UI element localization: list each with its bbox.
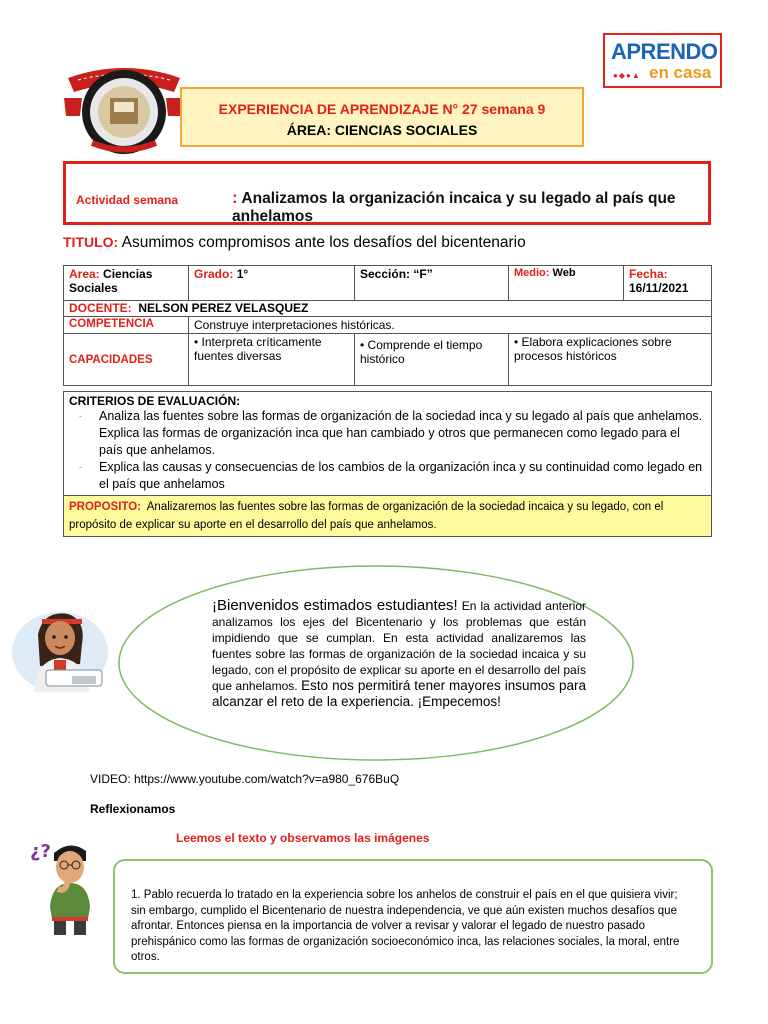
criterio-item: - Analiza las fuentes sobre las formas de organización de la sociedad inca y su legado al país que anhelamos. Explica las formas de organización inca que han cambiado y otros que permanecen como legado para el país que anhelamos. [69, 408, 706, 459]
criterio-item: - Explica las causas y consecuencias de los cambios de la organización inca y su continuidad como legado en el país que anhelamos [69, 459, 706, 493]
table-row [64, 496, 712, 537]
table-row [64, 301, 712, 317]
docente-cell: DOCENTE: NELSON PEREZ VELASQUEZ [64, 301, 712, 317]
capacidad-item: • Interpreta críticamente fuentes diversas [189, 334, 355, 386]
activity-box [63, 161, 711, 225]
criterios-cell [64, 392, 712, 496]
aprendo-en-casa-logo [603, 33, 722, 88]
welcome-body-end: Esto nos permitirá tener mayores insumos para alcanzar el reto de la experiencia. ¡Empecemos! [212, 678, 586, 709]
activity-text: : Analizamos la organización incaica y su legado al país que anhelamos [232, 188, 676, 225]
titulo-text: Asumimos compromisos ante los desafíos del bicentenario [121, 234, 526, 251]
grado-cell: Grado: 1° [189, 266, 355, 301]
table-row [64, 317, 712, 334]
titulo-label: TITULO: [63, 234, 119, 250]
titulo-line [63, 234, 526, 252]
reading-box [113, 859, 713, 974]
welcome-text [212, 598, 586, 710]
reading-text: 1. Pablo recuerda lo tratado en la experiencia sobre los anhelos de construir el país en el que quisiera vivir; sin embargo, cumplido el Bicentenario de nuestra independencia, ve que aún existen muchos desafíos que afrontar. Entonces piensa en la importancia de volver a revisar y valorar el legado de nuestro pasado prehispánico como las formas de organización socioeconómico inca, las relaciones sociales, la moral, entre otros. [131, 889, 680, 963]
reflexionamos-heading: Reflexionamos [90, 802, 176, 816]
medio-cell: Medio: Web [509, 266, 624, 301]
table-row [64, 392, 712, 496]
svg-text:¿?: ¿? [30, 841, 51, 862]
capacidad-item: • Elabora explicaciones sobre procesos históricos [509, 334, 712, 386]
proposito-cell: PROPOSITO: Analizaremos las fuentes sobre las formas de organización de la sociedad incaica y su legado, con el propósito de explicar su aporte en el desarrollo del país que anhelamos. [64, 496, 712, 537]
experience-title: EXPERIENCIA DE APRENDIZAJE N° 27 semana 9 [218, 101, 546, 117]
aprendo-logo-text: APRENDO [611, 39, 718, 64]
criterios-table [63, 391, 712, 537]
table-row [64, 266, 712, 301]
area-cell: Area: Ciencias Sociales [64, 266, 189, 301]
experience-title-box [180, 87, 584, 147]
competencia-label: COMPETENCIA [64, 317, 189, 334]
welcome-greeting: ¡Bienvenidos estimados estudiantes! [212, 597, 458, 614]
thinking-boy-illustration [28, 837, 102, 937]
welcome-body: En la actividad anterior analizamos los ejes del Bicentenario y los problemas que están impidiendo que se cumplan. En esta actividad analizaremos las fuentes sobre las formas de organización de la sociedad incaica y su legado, con el propósito de explicar su aporte en el desarrollo del país que anhelamos. [212, 599, 586, 693]
capacidad-item: • Comprende el tiempo histórico [355, 334, 509, 386]
info-table [63, 265, 712, 386]
fecha-cell: Fecha: 16/11/2021 [624, 266, 712, 301]
video-link[interactable]: VIDEO: https://www.youtube.com/watch?v=a980_676BuQ [90, 772, 400, 786]
logo-dots-icon: ●◆●▲ [613, 71, 641, 80]
competencia-value: Construye interpretaciones históricas. [189, 317, 712, 334]
capacidades-label: CAPACIDADES [64, 334, 189, 386]
activity-label: Actividad semana [76, 193, 179, 207]
table-row [64, 334, 712, 386]
en-casa-logo-text: en casa [649, 63, 712, 82]
leemos-instruction: Leemos el texto y observamos las imágenes [176, 831, 430, 845]
criterios-title: CRITERIOS DE EVALUACIÓN: [69, 394, 241, 408]
student-girl-illustration [10, 604, 112, 694]
seccion-cell: Sección: “F” [355, 266, 509, 301]
school-logo [62, 58, 186, 158]
area-title: ÁREA: CIENCIAS SOCIALES [286, 122, 478, 138]
